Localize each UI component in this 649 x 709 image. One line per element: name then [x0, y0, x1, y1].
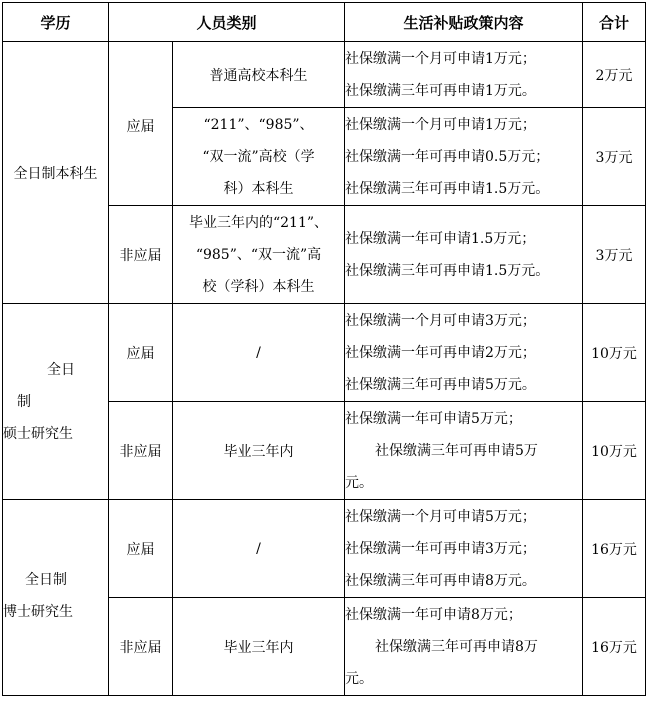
- subsidy-policy-table: [2, 2, 646, 696]
- policy-cell: 社保缴满一年可申请1.5万元； 社保缴满三年可再申请1.5万元。: [345, 206, 583, 304]
- education-bachelor: 全日制本科生: [3, 42, 109, 304]
- header-category: 人员类别: [109, 3, 345, 42]
- policy-cell: 社保缴满一年可申请5万元； 社保缴满三年可再申请5万 元。: [345, 402, 583, 500]
- category-cell: 毕业三年内: [173, 598, 345, 696]
- header-education: 学历: [3, 3, 109, 42]
- category-cell: /: [173, 304, 345, 402]
- status-nonfresh: 非应届: [109, 598, 173, 696]
- policy-cell: 社保缴满一个月可申请5万元； 社保缴满一年可再申请3万元； 社保缴满三年可再申请8万元。: [345, 500, 583, 598]
- status-fresh: 应届: [109, 500, 173, 598]
- category-cell: 毕业三年内的“211”、 “985”、“双一流”高 校（学科）本科生: [173, 206, 345, 304]
- total-cell: 16万元: [583, 500, 646, 598]
- total-cell: 3万元: [583, 108, 646, 206]
- table-row: [3, 42, 646, 108]
- policy-cell: 社保缴满一个月可申请1万元； 社保缴满三年可再申请1万元。: [345, 42, 583, 108]
- policy-cell: 社保缴满一年可申请8万元； 社保缴满三年可再申请8万 元。: [345, 598, 583, 696]
- status-fresh: 应届: [109, 42, 173, 206]
- category-cell: 毕业三年内: [173, 402, 345, 500]
- status-fresh: 应届: [109, 304, 173, 402]
- category-cell: “211”、“985”、 “双一流”高校（学 科）本科生: [173, 108, 345, 206]
- total-cell: 3万元: [583, 206, 646, 304]
- education-doctor: 全日制 博士研究生: [3, 500, 109, 696]
- header-row: [3, 3, 646, 42]
- total-cell: 10万元: [583, 304, 646, 402]
- category-cell: /: [173, 500, 345, 598]
- status-nonfresh: 非应届: [109, 206, 173, 304]
- policy-cell: 社保缴满一个月可申请3万元； 社保缴满一年可再申请2万元； 社保缴满三年可再申请5万元。: [345, 304, 583, 402]
- total-cell: 2万元: [583, 42, 646, 108]
- table-row: [3, 500, 646, 598]
- header-total: 合计: [583, 3, 646, 42]
- policy-cell: 社保缴满一个月可申请1万元； 社保缴满一年可再申请0.5万元； 社保缴满三年可再申请1.5万元。: [345, 108, 583, 206]
- category-cell: 普通高校本科生: [173, 42, 345, 108]
- total-cell: 16万元: [583, 598, 646, 696]
- education-master: 全日 制 硕士研究生: [3, 304, 109, 500]
- status-nonfresh: 非应届: [109, 402, 173, 500]
- table-row: [3, 304, 646, 402]
- header-policy: 生活补贴政策内容: [345, 3, 583, 42]
- total-cell: 10万元: [583, 402, 646, 500]
